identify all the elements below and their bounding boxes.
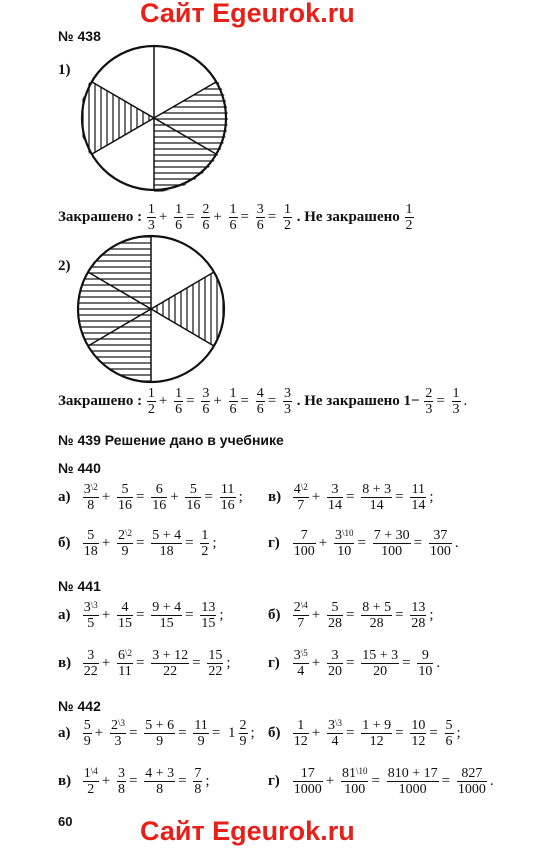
circle-diagram-1 [80, 44, 228, 192]
page-number: 60 [58, 814, 73, 829]
item-letter: а) [58, 607, 71, 623]
site-title-footer: Сайт Egeurok.ru [140, 816, 355, 846]
task-438-part1-label: 1) [58, 62, 71, 78]
task-438-part2-equation: Закрашено : $\frac{1}{2}$ + $\frac{1}{6}$ = $\frac{3}{6}$ + $\frac{1}{6}$ = $\frac{4}{6}$ = $\frac{3}{3}$ . Не закрашено 1− $\frac{2}{3}$ = $\frac{1}{3}$ . [58, 386, 468, 417]
sector-shaded [151, 272, 225, 346]
task-442-b: б) $\frac{1}{12}$ + $\frac{3^{\backslash 3}}{4}$ = $\frac{1 + 9}{12}$ = $\frac{10}{12}$ = $\frac{5}{6}$ ; [268, 718, 461, 749]
task-438-part2-label: 2) [58, 258, 71, 274]
item-letter: г) [268, 773, 280, 789]
task-442-v: в) $\frac{1^{\backslash 4}}{2}$ + $\frac{3}{8}$ = $\frac{4 + 3}{8}$ = $\frac{7}{8}$ ; [58, 766, 210, 797]
task-438-part1-equation: Закрашено : $\frac{1}{3}$ + $\frac{1}{6}$ = $\frac{2}{6}$ + $\frac{1}{6}$ = $\frac{3}{6}$ = $\frac{1}{2}$ . Не закрашено $\frac{1}{2}$ [58, 202, 413, 233]
not-shaded-label: . Не закрашено 1− [296, 392, 420, 409]
shaded-label: Закрашено : [58, 208, 143, 225]
sector-shaded [78, 236, 151, 382]
task-439-title: № 439 [58, 432, 101, 448]
task-440-title: № 440 [58, 460, 101, 476]
item-letter: а) [58, 725, 71, 741]
item-letter: б) [268, 725, 281, 741]
circle-diagram-2 [76, 234, 226, 384]
item-letter: б) [268, 607, 281, 623]
item-letter: б) [58, 535, 71, 551]
item-letter: в) [268, 489, 282, 505]
item-letter: в) [58, 773, 72, 789]
site-title-header: Сайт Egeurok.ru [140, 0, 355, 28]
task-440-g: г) $\frac{7}{100}$ + $\frac{3^{\backslash 10}}{10}$ = $\frac{7 + 30}{100}$ = $\frac{37}{100}$ . [268, 528, 459, 559]
task-441-title: № 441 [58, 578, 101, 594]
not-shaded-label: . Не закрашено [296, 208, 400, 225]
task-440-a: а) $\frac{3^{\backslash 2}}{8}$ + $\frac{5}{16}$ = $\frac{6}{16}$ + $\frac{5}{16}$ = $\frac{11}{16}$ ; [58, 482, 243, 513]
shaded-label: Закрашено : [58, 392, 143, 409]
task-440-v: в) $\frac{4^{\backslash 2}}{7}$ + $\frac{3}{14}$ = $\frac{8 + 3}{14}$ = $\frac{11}{14}$ ; [268, 482, 434, 513]
task-442-title: № 442 [58, 698, 101, 714]
item-letter: г) [268, 535, 280, 551]
item-letter: г) [268, 655, 280, 671]
task-441-a: а) $\frac{3^{\backslash 3}}{5}$ + $\frac{4}{15}$ = $\frac{9 + 4}{15}$ = $\frac{13}{15}$ ; [58, 600, 224, 631]
task-439-line [58, 432, 284, 448]
task-442-a: а) $\frac{5}{9}$ + $\frac{2^{\backslash 3}}{3}$ = $\frac{5 + 6}{9}$ = $\frac{11}{9}$ = 1 $\frac{2}{9}$ ; [58, 718, 255, 749]
task-441-g: г) $\frac{3^{\backslash 5}}{4}$ + $\frac{3}{20}$ = $\frac{15 + 3}{20}$ = $\frac{9}{10}$ . [268, 648, 441, 679]
task-438-title: № 438 [58, 28, 101, 44]
sector-shaded [80, 81, 154, 155]
task-440-b: б) $\frac{5}{18}$ + $\frac{2^{\backslash 2}}{9}$ = $\frac{5 + 4}{18}$ = $\frac{1}{2}$ ; [58, 528, 217, 559]
task-439-text: Решение дано в учебнике [104, 432, 284, 448]
task-441-b: б) $\frac{2^{\backslash 4}}{7}$ + $\frac{5}{28}$ = $\frac{8 + 5}{28}$ = $\frac{13}{28}$ ; [268, 600, 434, 631]
task-442-g: г) $\frac{17}{1000}$ + $\frac{81^{\backslash 10}}{100}$ = $\frac{810 + 17}{1000}$ = $\frac{827}{1000}$ . [268, 766, 494, 797]
item-letter: а) [58, 489, 71, 505]
item-letter: в) [58, 655, 72, 671]
task-441-v: в) $\frac{3}{22}$ + $\frac{6^{\backslash 2}}{11}$ = $\frac{3 + 12}{22}$ = $\frac{15}{22}$ ; [58, 648, 231, 679]
